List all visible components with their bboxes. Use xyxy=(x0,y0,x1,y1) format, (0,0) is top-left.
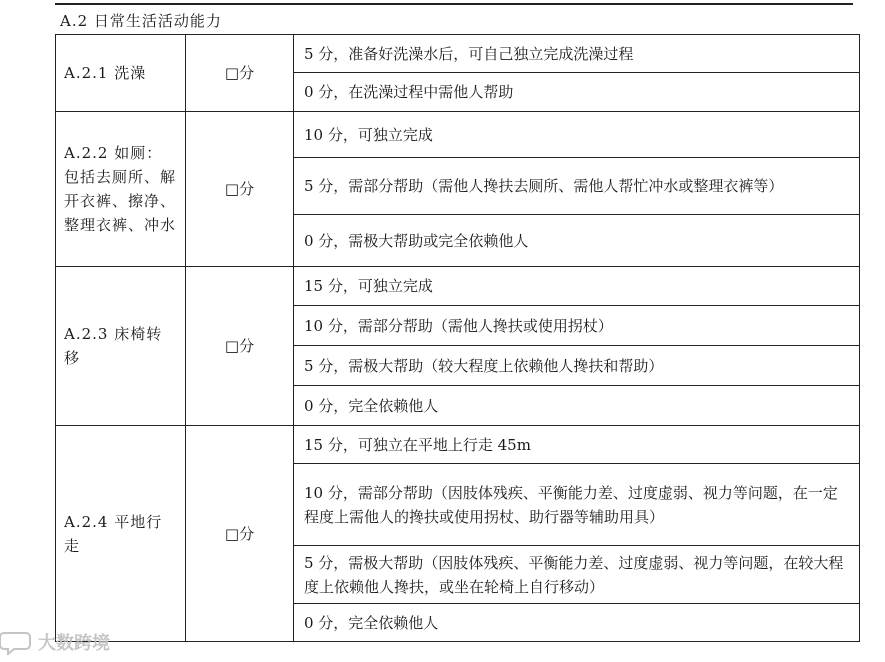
score-box[interactable]: □分 xyxy=(186,112,294,267)
option-text: 10 分，需部分帮助（因肢体残疾、平衡能力差、过度虚弱、视力等问题，在一定程度上需他人的搀扶或使用拐杖、助行器等辅助用具） xyxy=(294,464,860,546)
option-text: 0 分，完全依赖他人 xyxy=(294,386,860,426)
table-row xyxy=(56,112,860,158)
option-text: 0 分，完全依赖他人 xyxy=(294,604,860,642)
option-text: 15 分，可独立在平地上行走 45m xyxy=(294,426,860,464)
watermark xyxy=(0,626,110,658)
section-title: A.2 日常生活活动能力 xyxy=(60,12,222,30)
table-row xyxy=(56,426,860,464)
item-label: A.2.2 如厕：包括去厕所、解开衣裤、擦净、整理衣裤、冲水 xyxy=(56,112,186,267)
option-text: 10 分，可独立完成 xyxy=(294,112,860,158)
item-label: A.2.4 平地行走 xyxy=(56,426,186,642)
watermark-text: 大数跨境 xyxy=(38,633,110,654)
chat-bubble-icon xyxy=(0,629,34,655)
item-label: A.2.3 床椅转移 xyxy=(56,267,186,426)
table-row xyxy=(56,35,860,73)
table-row xyxy=(56,267,860,306)
option-text: 5 分，需极大帮助（较大程度上依赖他人搀扶和帮助） xyxy=(294,346,860,386)
option-text: 5 分，需极大帮助（因肢体残疾、平衡能力差、过度虚弱、视力等问题，在较大程度上依赖他人搀扶，或坐在轮椅上自行移动） xyxy=(294,546,860,604)
top-rule xyxy=(55,3,853,5)
option-text: 5 分，准备好洗澡水后，可自己独立完成洗澡过程 xyxy=(294,35,860,73)
option-text: 0 分，在洗澡过程中需他人帮助 xyxy=(294,73,860,112)
item-label: A.2.1 洗澡 xyxy=(56,35,186,112)
option-text: 10 分，需部分帮助（需他人搀扶或使用拐杖） xyxy=(294,306,860,346)
score-box[interactable]: □分 xyxy=(186,35,294,112)
option-text: 15 分，可独立完成 xyxy=(294,267,860,306)
score-box[interactable]: □分 xyxy=(186,426,294,642)
option-text: 0 分，需极大帮助或完全依赖他人 xyxy=(294,215,860,267)
option-text: 5 分，需部分帮助（需他人搀扶去厕所、需他人帮忙冲水或整理衣裤等） xyxy=(294,158,860,215)
score-box[interactable]: □分 xyxy=(186,267,294,426)
adl-assessment-table xyxy=(55,34,860,642)
